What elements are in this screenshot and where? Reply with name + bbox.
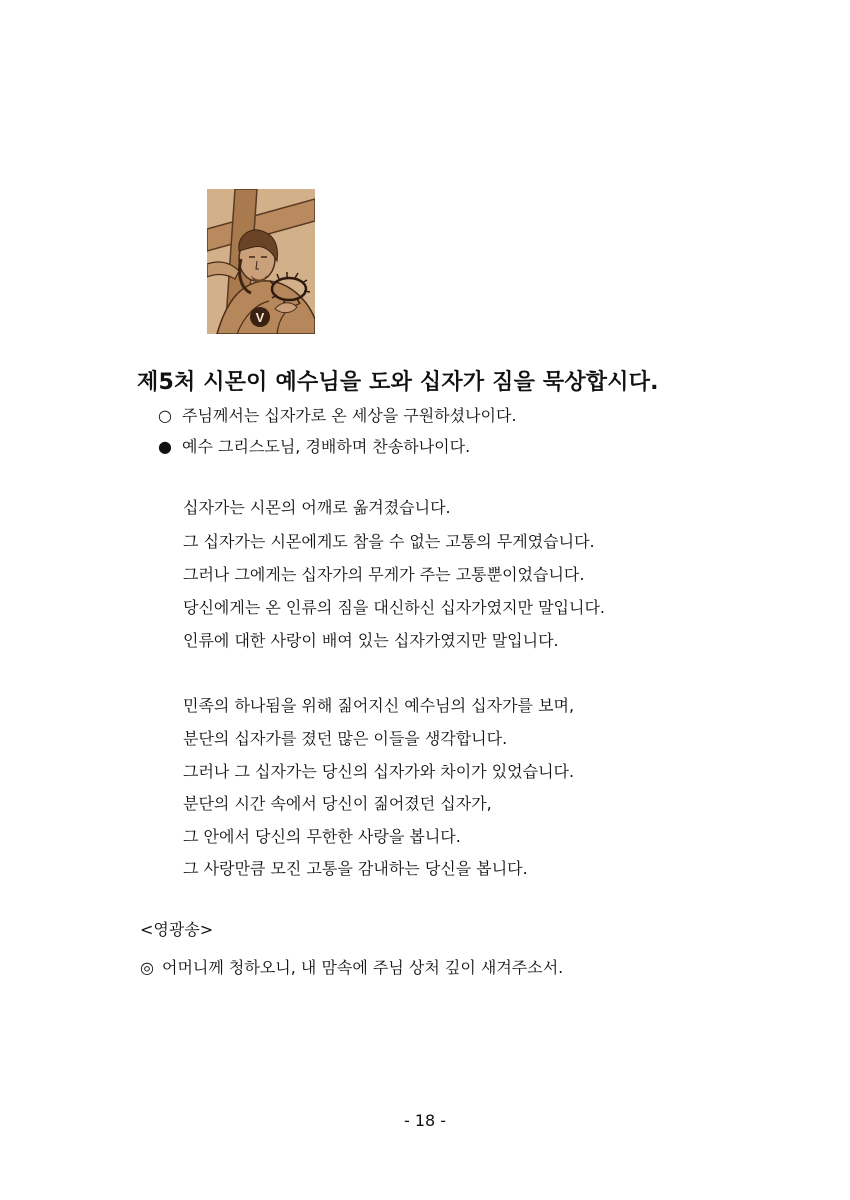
page-number: - 18 -: [403, 1111, 447, 1130]
station-title: 제5처 시몬이 예수님을 도와 십자가 짐을 묵상합시다.: [137, 370, 659, 395]
double-circle-icon: ◎: [140, 958, 154, 977]
meditation-line: 그 사랑만큼 모진 고통을 감내하는 당신을 봅니다.: [183, 859, 528, 878]
hymn-heading: <영광송>: [140, 920, 214, 939]
station-illustration: [207, 189, 315, 334]
meditation-line: 분단의 시간 속에서 당신이 짊어졌던 십자가,: [183, 794, 492, 813]
response-people: [158, 434, 470, 457]
closing-prayer-text: 어머니께 청하오니, 내 맘속에 주님 상처 깊이 새겨주소서.: [162, 958, 564, 977]
jesus-carrying-cross-image: [207, 189, 315, 334]
meditation-line: 그 십자가는 시몬에게도 참을 수 없는 고통의 무게였습니다.: [183, 532, 595, 551]
filled-circle-icon: ●: [158, 437, 172, 456]
meditation-line: 당신에게는 온 인류의 짐을 대신하신 십자가였지만 말입니다.: [183, 598, 606, 617]
meditation-line: 그 안에서 당신의 무한한 사랑을 봅니다.: [183, 827, 461, 846]
meditation-line: 십자가는 시몬의 어깨로 옮겨졌습니다.: [183, 498, 451, 517]
response-leader: [158, 403, 517, 426]
meditation-line: 민족의 하나됨을 위해 짊어지신 예수님의 십자가를 보며,: [183, 696, 575, 715]
response-leader-text: 주님께서는 십자가로 온 세상을 구원하셨나이다.: [182, 406, 517, 425]
meditation-line: 분단의 십자가를 졌던 많은 이들을 생각합니다.: [183, 729, 508, 748]
meditation-line: 그러나 그에게는 십자가의 무게가 주는 고통뿐이었습니다.: [183, 565, 585, 584]
closing-prayer: [140, 955, 563, 978]
station-numeral: V: [255, 310, 265, 325]
meditation-line: 인류에 대한 사랑이 배여 있는 십자가였지만 말입니다.: [183, 631, 559, 650]
response-people-text: 예수 그리스도님, 경배하며 찬송하나이다.: [182, 437, 471, 456]
open-circle-icon: ○: [158, 406, 172, 425]
meditation-line: 그러나 그 십자가는 당신의 십자가와 차이가 있었습니다.: [183, 762, 575, 781]
